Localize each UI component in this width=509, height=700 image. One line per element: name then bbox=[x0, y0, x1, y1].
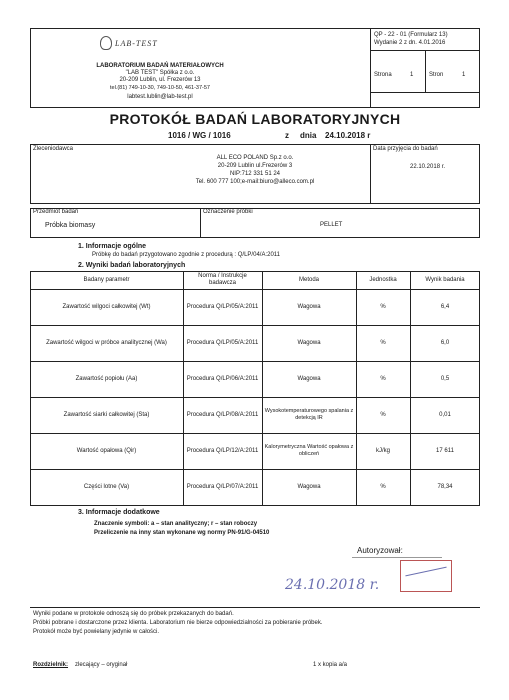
protocol-z: z bbox=[285, 131, 289, 140]
table-row-norm: Procedura Q/LP/12/A:2011 bbox=[186, 447, 259, 454]
edition: Wydanie 2 z dn. 4.01.2016 bbox=[374, 40, 446, 46]
table-row-unit: % bbox=[380, 484, 386, 490]
table-row-result: 0,01 bbox=[439, 411, 451, 418]
signature-stamp bbox=[400, 560, 452, 592]
handwritten-date: 24.10.2018 r. bbox=[285, 577, 380, 593]
lab-name-2: "LAB TEST" Spółka z o.o. bbox=[125, 70, 195, 76]
col-header-param: Badany parametr bbox=[83, 276, 130, 283]
client-label: Zleceniodawca bbox=[33, 146, 74, 152]
subject-box bbox=[30, 208, 480, 238]
col-header-result: Wynik badania bbox=[425, 276, 465, 283]
client-contact: Tel. 600 777 100;e-mail:biuro@alleco.com.pl bbox=[195, 179, 315, 185]
sample-value: PELLET bbox=[320, 222, 343, 228]
page-value: 1 bbox=[410, 72, 414, 78]
section2-heading: 2. Wyniki badań laboratoryjnych bbox=[78, 262, 186, 269]
copies: 1 x kopia a/a bbox=[313, 662, 348, 668]
table-row-param: Zawartość popiołu (Aa) bbox=[75, 375, 138, 382]
table-row-result: 17 611 bbox=[436, 447, 454, 454]
table-row-unit: kJ/kg bbox=[375, 447, 390, 454]
table-row-method: Wagowa bbox=[297, 303, 321, 310]
client-address: 20-209 Lublin ul.Frezerów 3 bbox=[217, 163, 293, 169]
footer-note-2: Próbki pobrane i dostarczone przez klienta. Laboratorium nie bierze odpowiedzialności za pobieranie próbek. bbox=[33, 620, 323, 626]
form-code: QP - 22 - 01 (Formularz 13) bbox=[374, 32, 448, 38]
col-header-unit: Jednostka bbox=[369, 276, 397, 283]
table-row-param: Zawartość siarki całkowitej (Sta) bbox=[63, 411, 150, 418]
section1-heading: 1. Informacje ogólne bbox=[78, 243, 147, 250]
pages-value: 1 bbox=[462, 72, 466, 78]
logo-mark-icon bbox=[100, 36, 112, 50]
table-row-method: Wagowa bbox=[297, 484, 321, 490]
footer-note-1: Wyniki podane w protokole odnoszą się do próbek przekazanych do badań. bbox=[33, 611, 234, 617]
table-row-norm: Procedura Q/LP/06/A:2011 bbox=[186, 375, 259, 382]
section3-line2: Przeliczenie na inny stan wykonane wg normy PN-91/G-04510 bbox=[94, 530, 270, 536]
table-row-unit: % bbox=[380, 375, 386, 382]
lab-email: labtest.lublin@lab-test.pl bbox=[127, 94, 193, 100]
distribution-label: Rozdzielnik: bbox=[33, 662, 69, 668]
distribution-value: zlecający – oryginał bbox=[75, 662, 128, 668]
subject-value: Próbka biomasy bbox=[45, 222, 96, 229]
table-row-unit: % bbox=[380, 339, 386, 346]
table-row-norm: Procedura Q/LP/05/A:2011 bbox=[186, 303, 259, 310]
lab-name-1: LABORATORIUM BADAŃ MATERIAŁOWYCH bbox=[96, 63, 224, 69]
section3-heading: 3. Informacje dodatkowe bbox=[78, 509, 160, 516]
authorization-label: Autoryzował: bbox=[357, 546, 403, 555]
protocol-date: 24.10.2018 r bbox=[325, 131, 371, 140]
lab-address: 20-209 Lublin, ul. Frezerów 13 bbox=[119, 77, 201, 83]
sample-label: Oznaczenie próbki bbox=[203, 209, 253, 215]
section3-line1: Znaczenie symboli: a – stan analityczny; r – stan roboczy bbox=[94, 521, 258, 527]
sample-date-label: Data przyjęcia do badań bbox=[373, 146, 438, 152]
table-row-norm: Procedura Q/LP/05/A:2011 bbox=[186, 339, 259, 346]
lab-phone: tel.(81) 749-10-30, 749-10-50, 461-37-57 bbox=[110, 85, 210, 91]
table-row-result: 6,4 bbox=[440, 303, 450, 310]
table-row-norm: Procedura Q/LP/08/A:2011 bbox=[186, 411, 259, 418]
pages-label: Stron bbox=[429, 72, 444, 78]
protocol-date-label: dnia bbox=[300, 131, 317, 140]
client-name: ALL ECO POLAND Sp.z o.o. bbox=[216, 155, 294, 161]
subject-label: Przedmiot badań bbox=[33, 209, 79, 215]
table-row-result: 6,0 bbox=[440, 339, 450, 346]
signature-scribble-icon bbox=[405, 567, 446, 577]
page-title: PROTOKÓŁ BADAŃ LABORATORYJNYCH bbox=[109, 111, 401, 127]
footer-note-3: Protokół może być powielany jedynie w całości. bbox=[33, 629, 160, 635]
lab-logo: LAB-TEST bbox=[100, 35, 220, 51]
table-row-norm: Procedura Q/LP/07/A:2011 bbox=[186, 484, 259, 490]
table-row-method: Wagowa bbox=[297, 375, 321, 382]
table-row-method: Kalorymetryczna Wartość opałowa z obliczeń bbox=[264, 444, 354, 457]
col-header-norm: Norma / Instrukcje badawcza bbox=[198, 273, 247, 286]
table-row-method: Wagowa bbox=[297, 339, 321, 346]
table-row-param: Zawartość wilgoci całkowitej (Wt) bbox=[62, 303, 151, 310]
table-row-param: Wartość opałowa (Qir) bbox=[76, 447, 137, 454]
table-row-unit: % bbox=[380, 303, 386, 310]
table-row-param: Zawartość wilgoci w próbce analitycznej (Wa) bbox=[46, 339, 167, 346]
client-nip: NIP:712 331 51 24 bbox=[229, 171, 281, 177]
page-label: Strona bbox=[374, 72, 392, 78]
col-header-method: Metoda bbox=[298, 276, 319, 283]
table-row-unit: % bbox=[380, 411, 386, 418]
sample-date: 22.10.2018 r. bbox=[410, 164, 446, 170]
section1-text: Próbkę do badań przygotowano zgodnie z procedurą : Q/LP/04/A:2011 bbox=[92, 252, 281, 258]
table-row-param: Części lotne (Va) bbox=[83, 484, 130, 490]
protocol-number: 1016 / WG / 1016 bbox=[168, 131, 231, 140]
table-row-result: 0,5 bbox=[440, 375, 450, 382]
table-row-result: 78,34 bbox=[437, 484, 453, 490]
table-row-method: Wysokotemperaturowego spalania z detekcją IR bbox=[264, 408, 354, 421]
